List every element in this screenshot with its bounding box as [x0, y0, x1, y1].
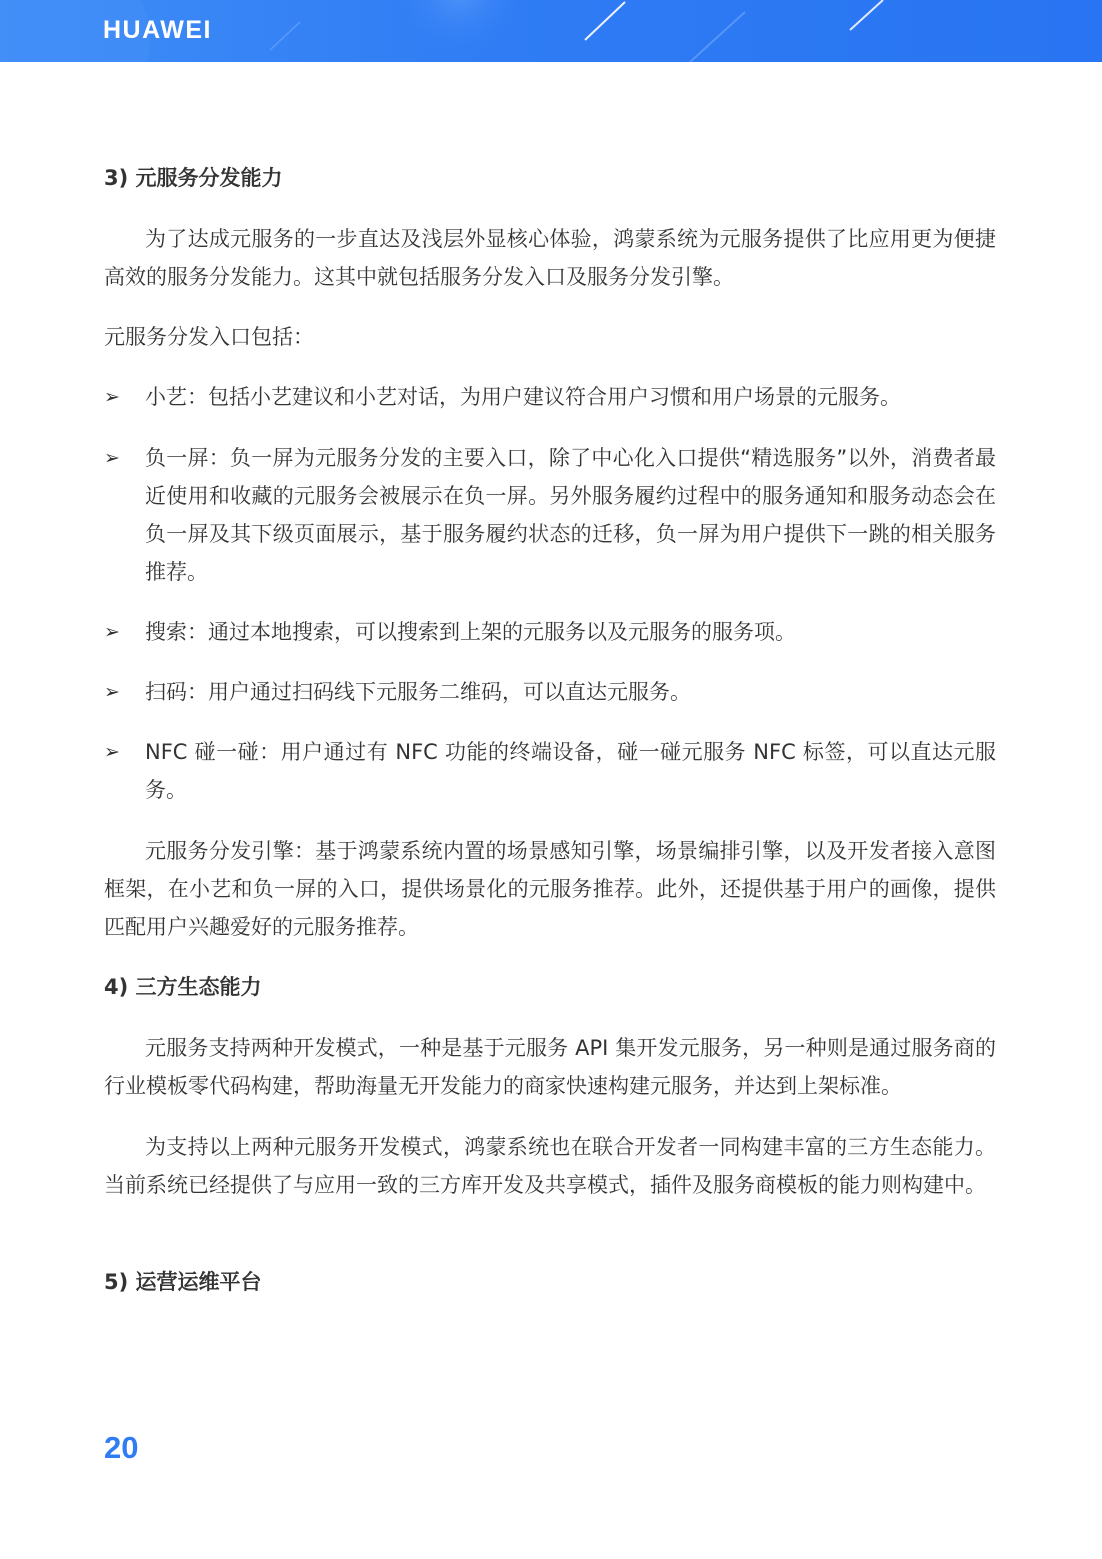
huawei-logo-text: HUAWEI: [103, 16, 212, 44]
paragraph-entry-label: 元服务分发入口包括：: [104, 325, 314, 349]
bullet-text: NFC 碰一碰：用户通过有 NFC 功能的终端设备，碰一碰元服务 NFC 标签，可以直达元服务。: [145, 740, 996, 802]
bullet-item: [104, 733, 996, 809]
arrow-bullet-icon: ➢: [104, 621, 120, 643]
bullet-text: 扫码：用户通过扫码线下元服务二维码，可以直达元服务。: [145, 680, 691, 704]
paragraph-s3-intro: 为了达成元服务的一步直达及浅层外显核心体验，鸿蒙系统为元服务提供了比应用更为便捷高效的服务分发能力。这其中就包括服务分发入口及服务分发引擎。: [104, 227, 996, 289]
arrow-bullet-icon: ➢: [104, 447, 120, 469]
arrow-bullet-icon: ➢: [104, 386, 120, 408]
bullet-text: 小艺：包括小艺建议和小艺对话，为用户建议符合用户习惯和用户场景的元服务。: [145, 385, 901, 409]
section-heading-5: 5) 运营运维平台: [104, 1270, 262, 1294]
paragraph-s3-engine: 元服务分发引擎：基于鸿蒙系统内置的场景感知引擎，场景编排引擎，以及开发者接入意图框架，在小艺和负一屏的入口，提供场景化的元服务推荐。此外，还提供基于用户的画像，提供匹配用户兴趣爱好的元服务推荐。: [104, 839, 996, 939]
section-heading-3: 3) 元服务分发能力: [104, 166, 283, 190]
page-number: 20: [104, 1430, 139, 1465]
page-header-banner: [0, 0, 1102, 62]
arrow-bullet-icon: ➢: [104, 741, 120, 763]
paragraph-s4-2: 为支持以上两种元服务开发模式，鸿蒙系统也在联合开发者一同构建丰富的三方生态能力。当前系统已经提供了与应用一致的三方库开发及共享模式，插件及服务商模板的能力则构建中。: [104, 1135, 996, 1197]
arrow-bullet-icon: ➢: [104, 681, 120, 703]
section-heading-4: 4) 三方生态能力: [104, 975, 262, 999]
bullet-item: [104, 613, 996, 651]
bullet-text: 搜索：通过本地搜索，可以搜索到上架的元服务以及元服务的服务项。: [145, 620, 796, 644]
bullet-item: [104, 439, 996, 591]
bullet-item: [104, 673, 996, 711]
bullet-item: [104, 378, 996, 416]
bullet-text: 负一屏：负一屏为元服务分发的主要入口，除了中心化入口提供“精选服务”以外，消费者最近使用和收藏的元服务会被展示在负一屏。另外服务履约过程中的服务通知和服务动态会在负一屏及其下级页面展示，基于服务履约状态的迁移，负一屏为用户提供下一跳的相关服务推荐。: [145, 446, 996, 584]
paragraph-s4-1: 元服务支持两种开发模式，一种是基于元服务 API 集开发元服务，另一种则是通过服务商的行业模板零代码构建，帮助海量无开发能力的商家快速构建元服务，并达到上架标准。: [104, 1036, 996, 1098]
